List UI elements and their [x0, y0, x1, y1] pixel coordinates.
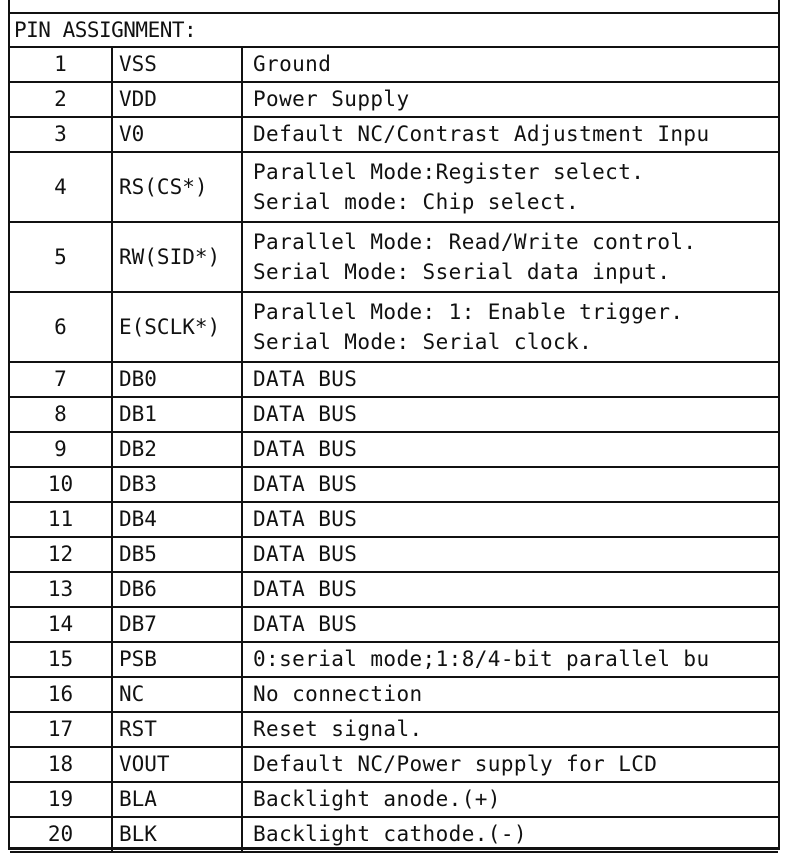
pin-table-body — [10, 47, 778, 852]
pin-number: 6 — [10, 292, 112, 362]
pin-assignment-table — [10, 46, 778, 853]
pin-symbol: DB6 — [112, 572, 242, 607]
pin-number: 8 — [10, 397, 112, 432]
pin-function — [242, 117, 778, 152]
pin-symbol: DB3 — [112, 467, 242, 502]
pin-symbol: V0 — [112, 117, 242, 152]
table-row — [10, 397, 778, 432]
table-row — [10, 712, 778, 747]
pin-number: 5 — [10, 222, 112, 292]
pin-symbol: DB7 — [112, 607, 242, 642]
pin-function — [242, 502, 778, 537]
table-row — [10, 572, 778, 607]
pin-function-line: Serial mode: Chip select. — [253, 190, 580, 214]
pin-number: 18 — [10, 747, 112, 782]
table-row — [10, 117, 778, 152]
pin-symbol: RST — [112, 712, 242, 747]
pin-symbol: DB4 — [112, 502, 242, 537]
table-row — [10, 47, 778, 82]
pin-function — [242, 82, 778, 117]
pin-function — [242, 292, 778, 362]
pin-assignment-sheet — [8, 0, 780, 850]
pin-function — [242, 397, 778, 432]
pin-symbol: VSS — [112, 47, 242, 82]
pin-function-line: Default NC/Power supply for LCD — [253, 752, 658, 776]
pin-function — [242, 572, 778, 607]
pin-number: 2 — [10, 82, 112, 117]
pin-symbol: BLA — [112, 782, 242, 817]
pin-function-line: Backlight cathode.(-) — [253, 822, 527, 846]
pin-function-line: DATA BUS — [253, 437, 358, 461]
pin-number: 9 — [10, 432, 112, 467]
pin-function-line: Parallel Mode: Read/Write control. — [253, 230, 697, 254]
table-row — [10, 607, 778, 642]
pin-function — [242, 362, 778, 397]
pin-function — [242, 817, 778, 852]
pin-function — [242, 222, 778, 292]
pin-function — [242, 537, 778, 572]
table-row — [10, 222, 778, 292]
pin-number: 7 — [10, 362, 112, 397]
table-row — [10, 432, 778, 467]
pin-number: 20 — [10, 817, 112, 852]
pin-symbol: RW(SID*) — [112, 222, 242, 292]
pin-function-line: Default NC/Contrast Adjustment Inpu — [253, 122, 710, 146]
pin-function-line: No connection — [253, 682, 423, 706]
pin-symbol: RS(CS*) — [112, 152, 242, 222]
pin-function-line: DATA BUS — [253, 577, 358, 601]
table-row — [10, 642, 778, 677]
pin-symbol: NC — [112, 677, 242, 712]
pin-function-line: Power Supply — [253, 87, 410, 111]
pin-function — [242, 467, 778, 502]
pin-function-line: DATA BUS — [253, 612, 358, 636]
pin-function-line: DATA BUS — [253, 367, 358, 391]
pin-function-line: Ground — [253, 52, 332, 76]
pin-function-line: Serial Mode: Sserial data input. — [253, 260, 671, 284]
table-row — [10, 152, 778, 222]
table-row — [10, 782, 778, 817]
pin-function-line: DATA BUS — [253, 507, 358, 531]
pin-number: 10 — [10, 467, 112, 502]
pin-number: 11 — [10, 502, 112, 537]
pin-function-line: Parallel Mode: 1: Enable trigger. — [253, 300, 684, 324]
pin-function-line: DATA BUS — [253, 402, 358, 426]
pin-symbol: DB2 — [112, 432, 242, 467]
pin-number: 16 — [10, 677, 112, 712]
pin-number: 12 — [10, 537, 112, 572]
pin-function — [242, 607, 778, 642]
table-row — [10, 747, 778, 782]
pin-function-line: Backlight anode.(+) — [253, 787, 501, 811]
pin-symbol: DB0 — [112, 362, 242, 397]
pin-function — [242, 642, 778, 677]
pin-number: 1 — [10, 47, 112, 82]
pin-symbol: E(SCLK*) — [112, 292, 242, 362]
pin-function-line: Reset signal. — [253, 717, 423, 741]
pin-symbol: VDD — [112, 82, 242, 117]
pin-function — [242, 712, 778, 747]
pin-function — [242, 152, 778, 222]
pin-function-line: 0:serial mode;1:8/4-bit parallel bu — [253, 647, 710, 671]
pin-function — [242, 677, 778, 712]
pin-assignment-title: PIN ASSIGNMENT: — [14, 18, 197, 42]
table-row — [10, 677, 778, 712]
pin-function — [242, 432, 778, 467]
table-row — [10, 292, 778, 362]
table-row — [10, 362, 778, 397]
pin-function-line: DATA BUS — [253, 542, 358, 566]
pin-symbol: PSB — [112, 642, 242, 677]
pin-number: 4 — [10, 152, 112, 222]
pin-symbol: DB5 — [112, 537, 242, 572]
pin-number: 14 — [10, 607, 112, 642]
pin-symbol: VOUT — [112, 747, 242, 782]
pin-symbol: BLK — [112, 817, 242, 852]
pin-function — [242, 782, 778, 817]
pin-number: 15 — [10, 642, 112, 677]
pin-function-line: Serial Mode: Serial clock. — [253, 330, 593, 354]
pin-number: 17 — [10, 712, 112, 747]
pin-function — [242, 47, 778, 82]
table-row — [10, 502, 778, 537]
table-row — [10, 82, 778, 117]
table-row — [10, 817, 778, 852]
pin-number: 19 — [10, 782, 112, 817]
pin-symbol: DB1 — [112, 397, 242, 432]
pin-function — [242, 747, 778, 782]
pin-function-line: DATA BUS — [253, 472, 358, 496]
pin-function-line: Parallel Mode:Register select. — [253, 160, 645, 184]
table-row — [10, 537, 778, 572]
table-row — [10, 467, 778, 502]
pin-number: 3 — [10, 117, 112, 152]
pin-number: 13 — [10, 572, 112, 607]
